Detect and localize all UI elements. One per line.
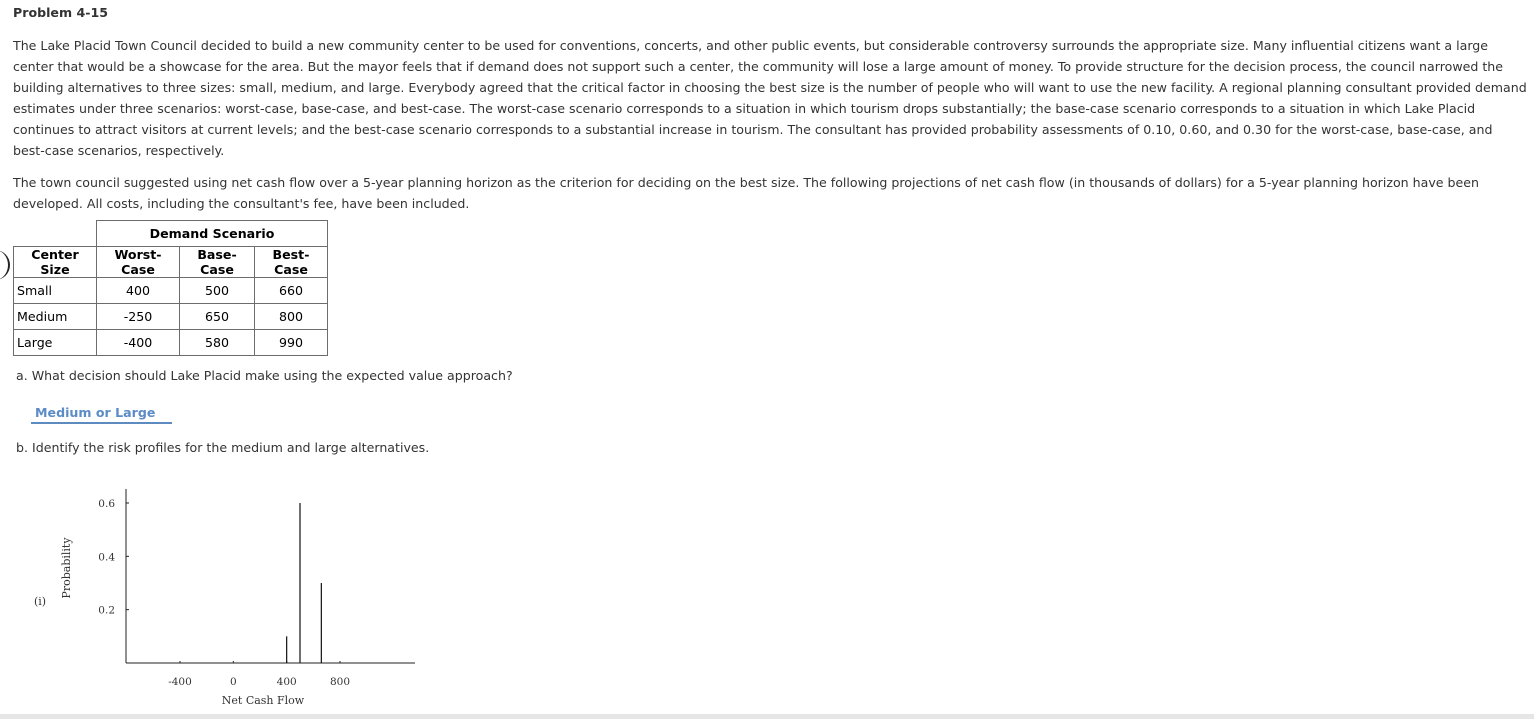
cell-worst: 400 [97,278,180,304]
option-label: (i) [34,595,47,608]
cell-best: 800 [255,304,328,330]
problem-paragraph-1: The Lake Placid Town Council decided to build a new community center to be used for conventions, concerts, and other public events, but considerable controversy surrounds the appropriate size. Many influential citizens want a large center that would be a showcase for the area. But the mayor feels that if demand does not support such a center, the community will lose a large amount of money. To provide structure for the decision process, the council narrowed the building alternatives to three sizes: small, medium, and large. Everybody agreed that the critical factor in choosing the best size is the number of people who will want to use the new facility. A regional planning consultant provided demand estimates under three scenarios: worst-case, base-case, and best-case. The worst-case scenario corresponds to a situation in which tourism drops substantially; the base-case scenario corresponds to a situation in which Lake Placid continues to attract visitors at current levels; and the best-case scenario corresponds to a substantial increase in tourism. The consultant has provided probability assessments of 0.10, 0.60, and 0.30 for the worst-case, base-case, and best-case scenarios, respectively. [13,38,1527,158]
cell-base: 650 [180,304,255,330]
answer-a-value: Medium or Large [35,405,156,420]
cell-best: 990 [255,330,328,356]
question-b: b. Identify the risk profiles for the medium and large alternatives. [16,440,430,455]
x-tick-label: -400 [168,676,192,688]
y-tick-label: 0.2 [98,604,115,617]
table-row [14,330,328,356]
header-base-case: Base-Case [180,247,255,278]
row-label: Large [14,330,97,356]
row-label: Medium [14,304,97,330]
header-best-case: Best-Case [255,247,328,278]
cell-worst: -250 [97,304,180,330]
header-worst-case: Worst-Case [97,247,180,278]
x-tick-label: 400 [276,676,297,688]
bottom-scrollbar[interactable] [0,714,1534,719]
header-center-size: Center Size [14,247,97,278]
table-row [14,278,328,304]
problem-title: Problem 4-15 [13,5,108,20]
table-row [14,304,328,330]
cash-flow-table [13,220,328,356]
problem-paragraph-2: The town council suggested using net cash flow over a 5-year planning horizon as the criterion for deciding on the best size. The following projections of net cash flow (in thousands of dollars) for a 5-year planning horizon have been developed. All costs, including the consultant's fee, have been included. [13,175,1480,211]
row-label: Small [14,278,97,304]
demand-scenario-header: Demand Scenario [97,221,328,247]
y-axis-label: Probability [60,537,73,599]
answer-field-a[interactable] [31,403,172,424]
x-tick-label: 800 [329,676,351,688]
cell-worst: -400 [97,330,180,356]
cell-base: 580 [180,330,255,356]
cell-best: 660 [255,278,328,304]
x-axis-label: Net Cash Flow [221,694,305,707]
x-tick-label: 0 [229,676,237,688]
paren-decoration [0,250,10,280]
y-tick-label: 0.6 [98,498,115,510]
cell-base: 500 [180,278,255,304]
question-a: a. What decision should Lake Placid make using the expected value approach? [16,368,513,383]
y-tick-label: 0.4 [98,551,115,564]
